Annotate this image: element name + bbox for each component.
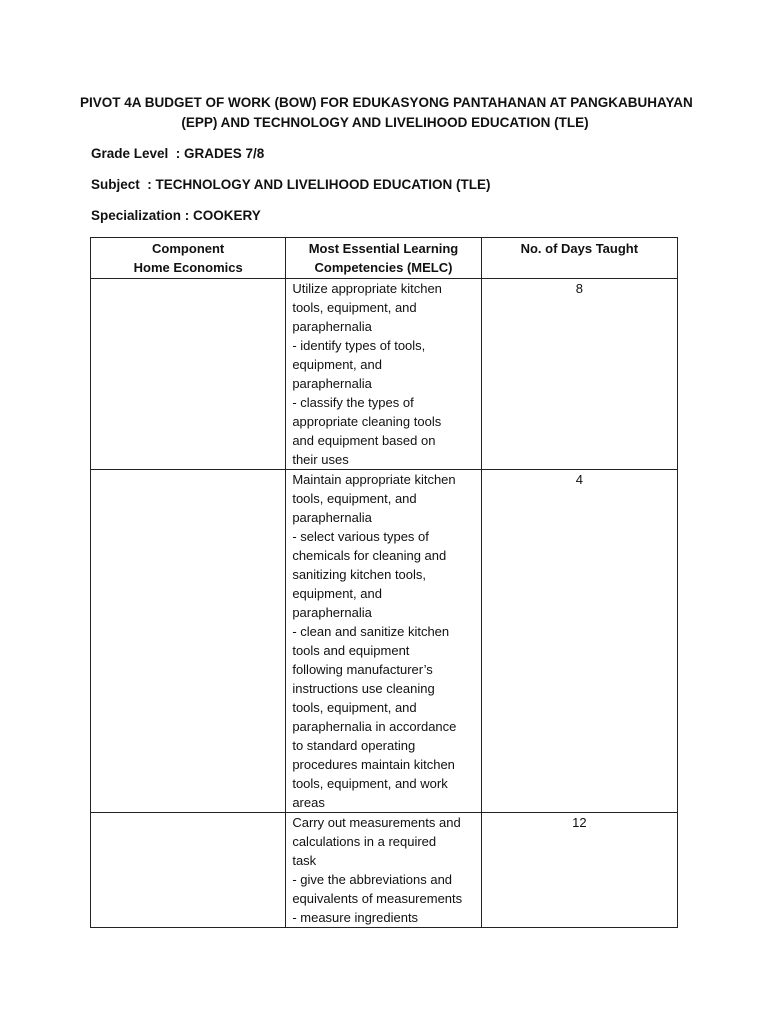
melc-cell bbox=[286, 470, 481, 813]
melc-cell bbox=[286, 813, 481, 928]
melc-line: appropriate cleaning tools bbox=[292, 414, 442, 429]
component-cell bbox=[91, 279, 286, 470]
melc-line: and equipment based on bbox=[292, 433, 436, 448]
melc-line: - classify the types of bbox=[292, 395, 414, 410]
header-component-line-2: Home Economics bbox=[133, 260, 243, 275]
melc-line: tools, equipment, and work bbox=[292, 776, 448, 791]
melc-cell bbox=[286, 279, 481, 470]
title-line-2: (EPP) AND TECHNOLOGY AND LIVELIHOOD EDUCATION (TLE) bbox=[181, 115, 589, 130]
header-melc bbox=[286, 238, 481, 279]
melc-line: paraphernalia bbox=[292, 510, 372, 525]
melc-line: - select various types of bbox=[292, 529, 429, 544]
melc-line: to standard operating bbox=[292, 738, 416, 753]
melc-line: equipment, and bbox=[292, 357, 382, 372]
melc-line: tools, equipment, and bbox=[292, 300, 417, 315]
melc-line: tools, equipment, and bbox=[292, 491, 417, 506]
table-row bbox=[91, 470, 678, 813]
melc-line: task bbox=[292, 853, 317, 868]
specialization: Specialization : COOKERY bbox=[91, 208, 261, 223]
melc-line: equipment, and bbox=[292, 586, 382, 601]
melc-line: - measure ingredients bbox=[292, 910, 419, 925]
melc-line: equivalents of measurements bbox=[292, 891, 463, 906]
melc-line: following manufacturer’s bbox=[292, 662, 433, 677]
melc-line: calculations in a required bbox=[292, 834, 437, 849]
melc-line: tools and equipment bbox=[292, 643, 410, 658]
melc-line: their uses bbox=[292, 452, 349, 467]
header-melc-line-2: Competencies (MELC) bbox=[314, 260, 453, 275]
melc-line: - identify types of tools, bbox=[292, 338, 426, 353]
melc-line: paraphernalia bbox=[292, 605, 372, 620]
grade-level: Grade Level : GRADES 7/8 bbox=[91, 146, 265, 161]
days-cell: 4 bbox=[481, 470, 677, 813]
table-body bbox=[91, 279, 678, 928]
subject: Subject : TECHNOLOGY AND LIVELIHOOD EDUCATION (TLE) bbox=[91, 177, 491, 192]
melc-line: paraphernalia bbox=[292, 376, 372, 391]
melc-line: Utilize appropriate kitchen bbox=[292, 281, 442, 296]
melc-line: tools, equipment, and bbox=[292, 700, 417, 715]
days-cell: 12 bbox=[481, 813, 677, 928]
melc-line: procedures maintain kitchen bbox=[292, 757, 455, 772]
table-row bbox=[91, 813, 678, 928]
table-row bbox=[91, 279, 678, 470]
header-days-label: No. of Days Taught bbox=[520, 241, 639, 256]
melc-line: instructions use cleaning bbox=[292, 681, 435, 696]
header-melc-line-1: Most Essential Learning bbox=[308, 241, 459, 256]
header-component-line-1: Component bbox=[152, 241, 225, 256]
component-cell bbox=[91, 470, 286, 813]
days-cell: 8 bbox=[481, 279, 677, 470]
melc-line: chemicals for cleaning and bbox=[292, 548, 447, 563]
table-header-row bbox=[91, 238, 678, 279]
melc-line: sanitizing kitchen tools, bbox=[292, 567, 427, 582]
header-component bbox=[91, 238, 286, 279]
document-title bbox=[80, 93, 693, 133]
melc-line: areas bbox=[292, 795, 325, 810]
component-cell bbox=[91, 813, 286, 928]
melc-line: Carry out measurements and bbox=[292, 815, 461, 830]
budget-of-work-table bbox=[90, 237, 678, 928]
title-line-1: PIVOT 4A BUDGET OF WORK (BOW) FOR EDUKASYONG PANTAHANAN AT PANGKABUHAYAN bbox=[80, 95, 693, 110]
melc-line: Maintain appropriate kitchen bbox=[292, 472, 456, 487]
melc-line: - give the abbreviations and bbox=[292, 872, 453, 887]
melc-line: - clean and sanitize kitchen bbox=[292, 624, 450, 639]
melc-line: paraphernalia bbox=[292, 319, 372, 334]
melc-line: paraphernalia in accordance bbox=[292, 719, 457, 734]
header-days bbox=[481, 238, 677, 279]
